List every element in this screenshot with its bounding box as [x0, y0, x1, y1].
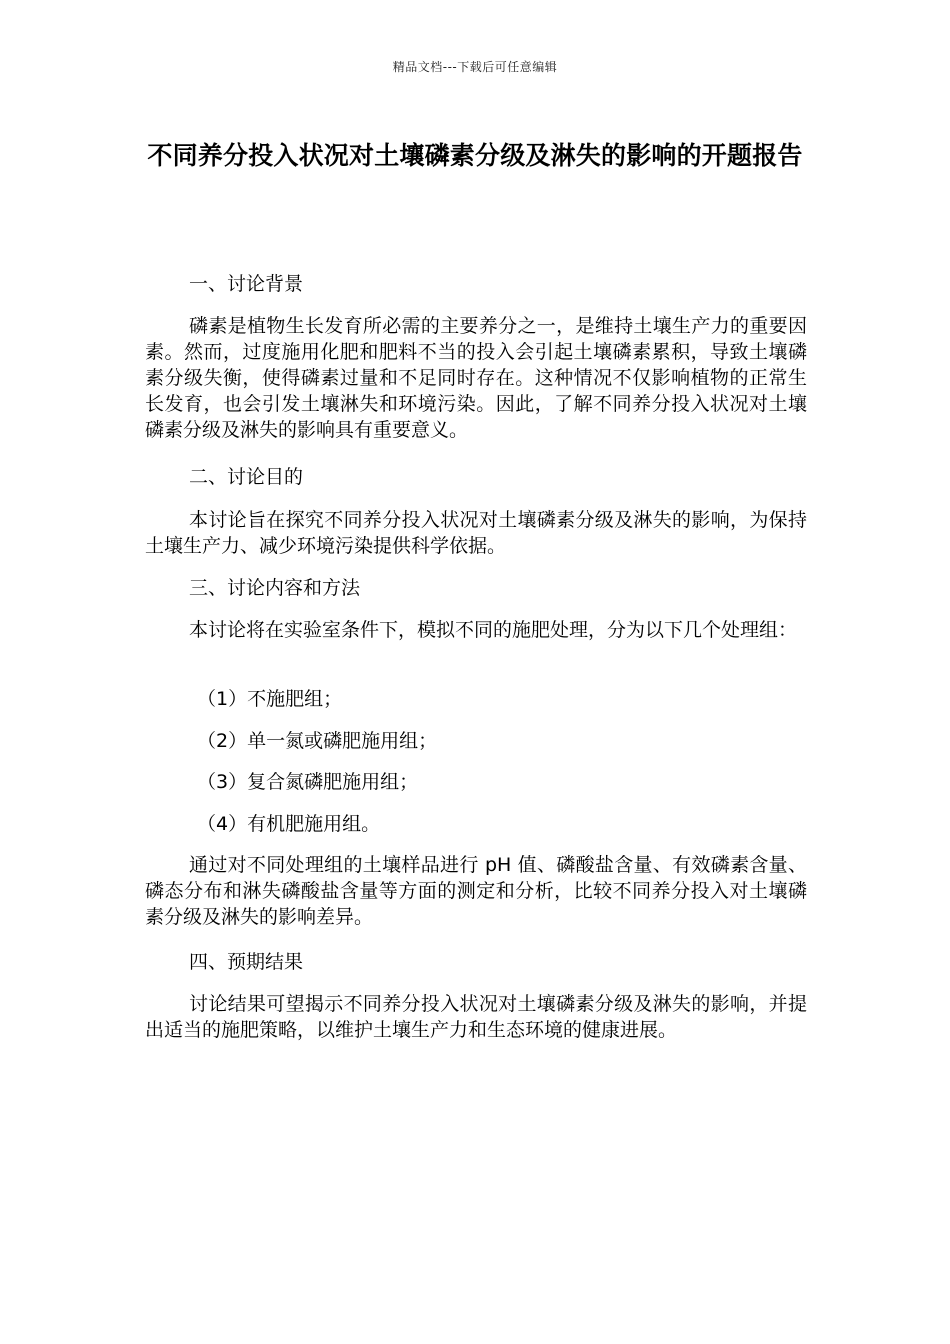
paragraph-purpose: 本讨论旨在探究不同养分投入状况对土壤磷素分级及淋失的影响，为保持土壤生产力、减少环境污染提供科学依据。 [145, 509, 807, 557]
header-note: 精品文档---下载后可任意编辑 [392, 60, 558, 74]
section-heading-content-method: 三、讨论内容和方法 [189, 577, 361, 599]
list-item: （3）复合氮磷肥施用组； [197, 771, 419, 793]
list-item: （4）有机肥施用组。 [197, 813, 381, 835]
paragraph-content-intro: 本讨论将在实验室条件下，模拟不同的施肥处理，分为以下几个处理组： [189, 619, 798, 641]
section-heading-purpose: 二、讨论目的 [189, 466, 304, 488]
list-item: （2）单一氮或磷肥施用组； [197, 730, 438, 752]
paragraph-expected-results: 讨论结果可望揭示不同养分投入状况对土壤磷素分级及淋失的影响，并提出适当的施肥策略，以维护土壤生产力和生态环境的健康进展。 [145, 993, 807, 1041]
list-item: （1）不施肥组； [197, 688, 343, 710]
section-heading-background: 一、讨论背景 [189, 273, 304, 295]
paragraph-content-outro: 通过对不同处理组的土壤样品进行 pH 值、磷酸盐含量、有效磷素含量、磷态分布和淋失磷酸盐含量等方面的测定和分析，比较不同养分投入对土壤磷素分级及淋失的影响差异。 [145, 854, 807, 928]
paragraph-background: 磷素是植物生长发育所必需的主要养分之一，是维持土壤生产力的重要因素。然而，过度施用化肥和肥料不当的投入会引起土壤磷素累积，导致土壤磷素分级失衡，使得磷素过量和不足同时存在。这种情况不仅影响植物的正常生长发育，也会引发土壤淋失和环境污染。因此，了解不同养分投入状况对土壤磷素分级及淋失的影响具有重要意义。 [145, 315, 807, 441]
section-heading-expected-results: 四、预期结果 [189, 951, 304, 973]
document-title: 不同养分投入状况对土壤磷素分级及淋失的影响的开题报告 [147, 141, 803, 170]
